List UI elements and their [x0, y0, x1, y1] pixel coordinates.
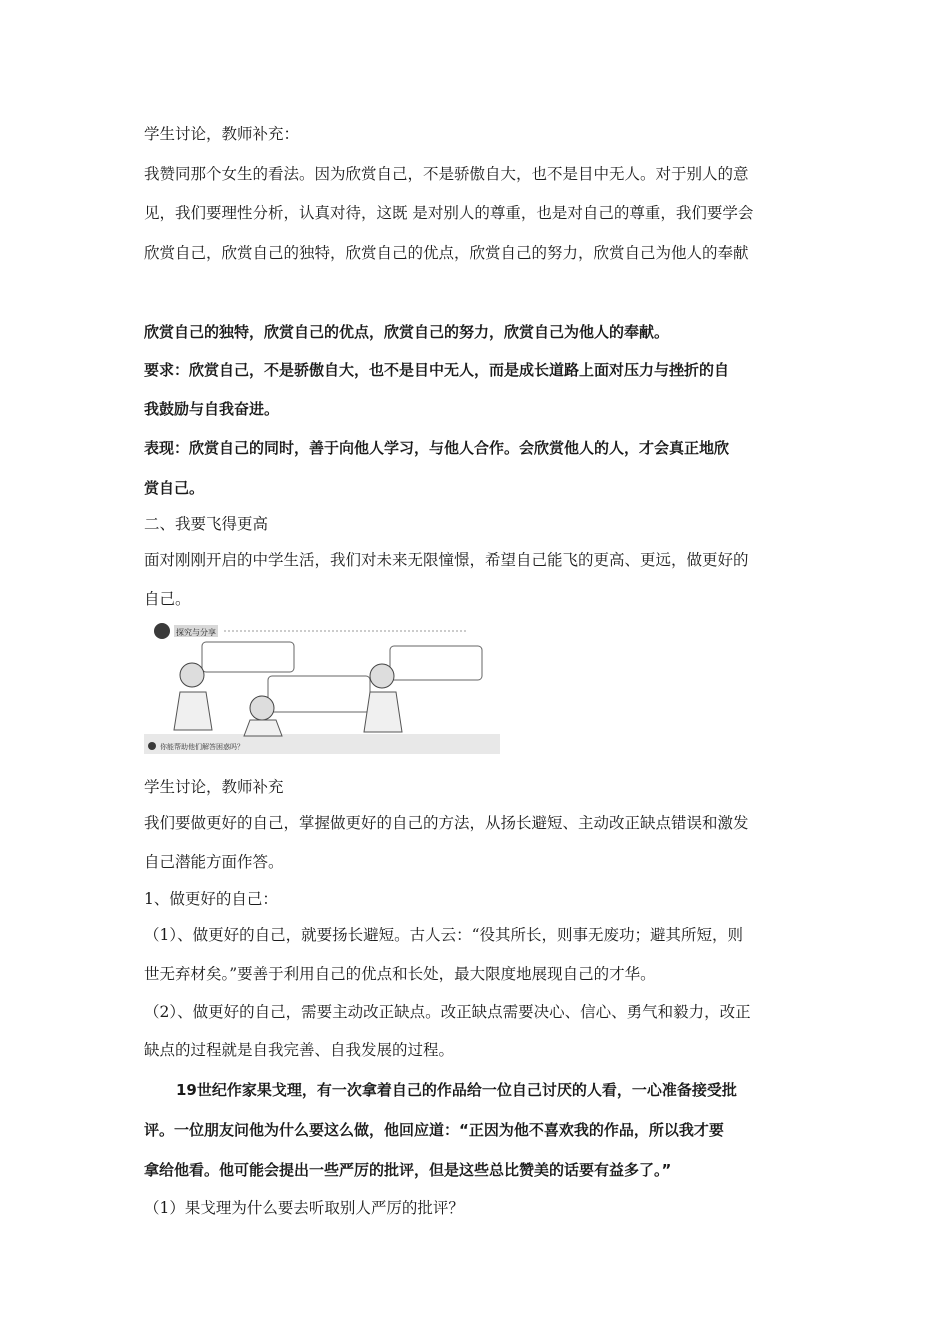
story-line: 19世纪作家果戈理，有一次拿着自己的作品给一位自己讨厌的人看，一心准备接受批 — [176, 1081, 737, 1099]
body-line: 见，我们要理性分析，认真对待，这既 是对别人的尊重，也是对自己的尊重，我们要学会 — [144, 204, 754, 222]
body-line: 自己。 — [144, 590, 191, 608]
body-line: 世无弃材矣。”要善于利用自己的优点和长处，最大限度地展现自己的才华。 — [144, 965, 656, 983]
bold-line: 表现：欣赏自己的同时，善于向他人学习，与他人合作。会欣赏他人的人，才会真正地欣 — [144, 439, 730, 457]
body-line: 欣赏自己，欣赏自己的独特，欣赏自己的优点，欣赏自己的努力，欣赏自己为他人的奉献 — [144, 244, 749, 262]
body-line: 我赞同那个女生的看法。因为欣赏自己，不是骄傲自大，也不是目中无人。对于别人的意 — [144, 165, 749, 183]
body-line: 我们要做更好的自己，掌握做更好的自己的方法，从扬长避短、主动改正缺点错误和激发 — [144, 814, 749, 832]
bold-line: 我鼓励与自我奋进。 — [144, 400, 280, 418]
body-line: （1）、做更好的自己，就要扬长避短。古人云：“役其所长，则事无废功；避其所短，则 — [144, 926, 744, 944]
section-heading: 二、我要飞得更高 — [144, 515, 269, 533]
story-line: 评。一位朋友问他为什么要这么做，他回应道：“正因为他不喜欢我的作品，所以我才要 — [144, 1121, 724, 1139]
body-line: 自己潜能方面作答。 — [144, 853, 284, 871]
bold-line: 要求：欣赏自己，不是骄傲自大，也不是目中无人，而是成长道路上面对压力与挫折的自 — [144, 361, 730, 379]
bold-line: 赏自己。 — [144, 479, 205, 497]
discussion-heading: 学生讨论，教师补充 — [144, 778, 284, 796]
body-line: 缺点的过程就是自我完善、自我发展的过程。 — [144, 1041, 455, 1059]
figure-question: 你能帮助他们解答困惑吗？ — [160, 743, 244, 751]
question-line: （1）果戈理为什么要去听取别人严厉的批评？ — [144, 1199, 464, 1217]
story-line: 拿给他看。他可能会提出一些严厉的批评，但是这些总比赞美的话要有益多了。” — [144, 1161, 672, 1179]
bold-line: 欣赏自己的独特，欣赏自己的优点，欣赏自己的努力，欣赏自己为他人的奉献。 — [144, 323, 670, 341]
body-line: 面对刚刚开启的中学生活，我们对未来无限憧憬，希望自己能飞的更高、更远，做更好的 — [144, 551, 749, 569]
body-line: （2）、做更好的自己，需要主动改正缺点。改正缺点需要决心、信心、勇气和毅力，改正 — [144, 1003, 751, 1021]
badge-icon — [154, 623, 170, 639]
explore-share-illustration — [144, 620, 500, 754]
discussion-heading: 学生讨论，教师补充： — [144, 125, 300, 143]
figure-header: 探究与分享 — [176, 628, 216, 637]
list-heading: 1、做更好的自己： — [144, 890, 278, 908]
